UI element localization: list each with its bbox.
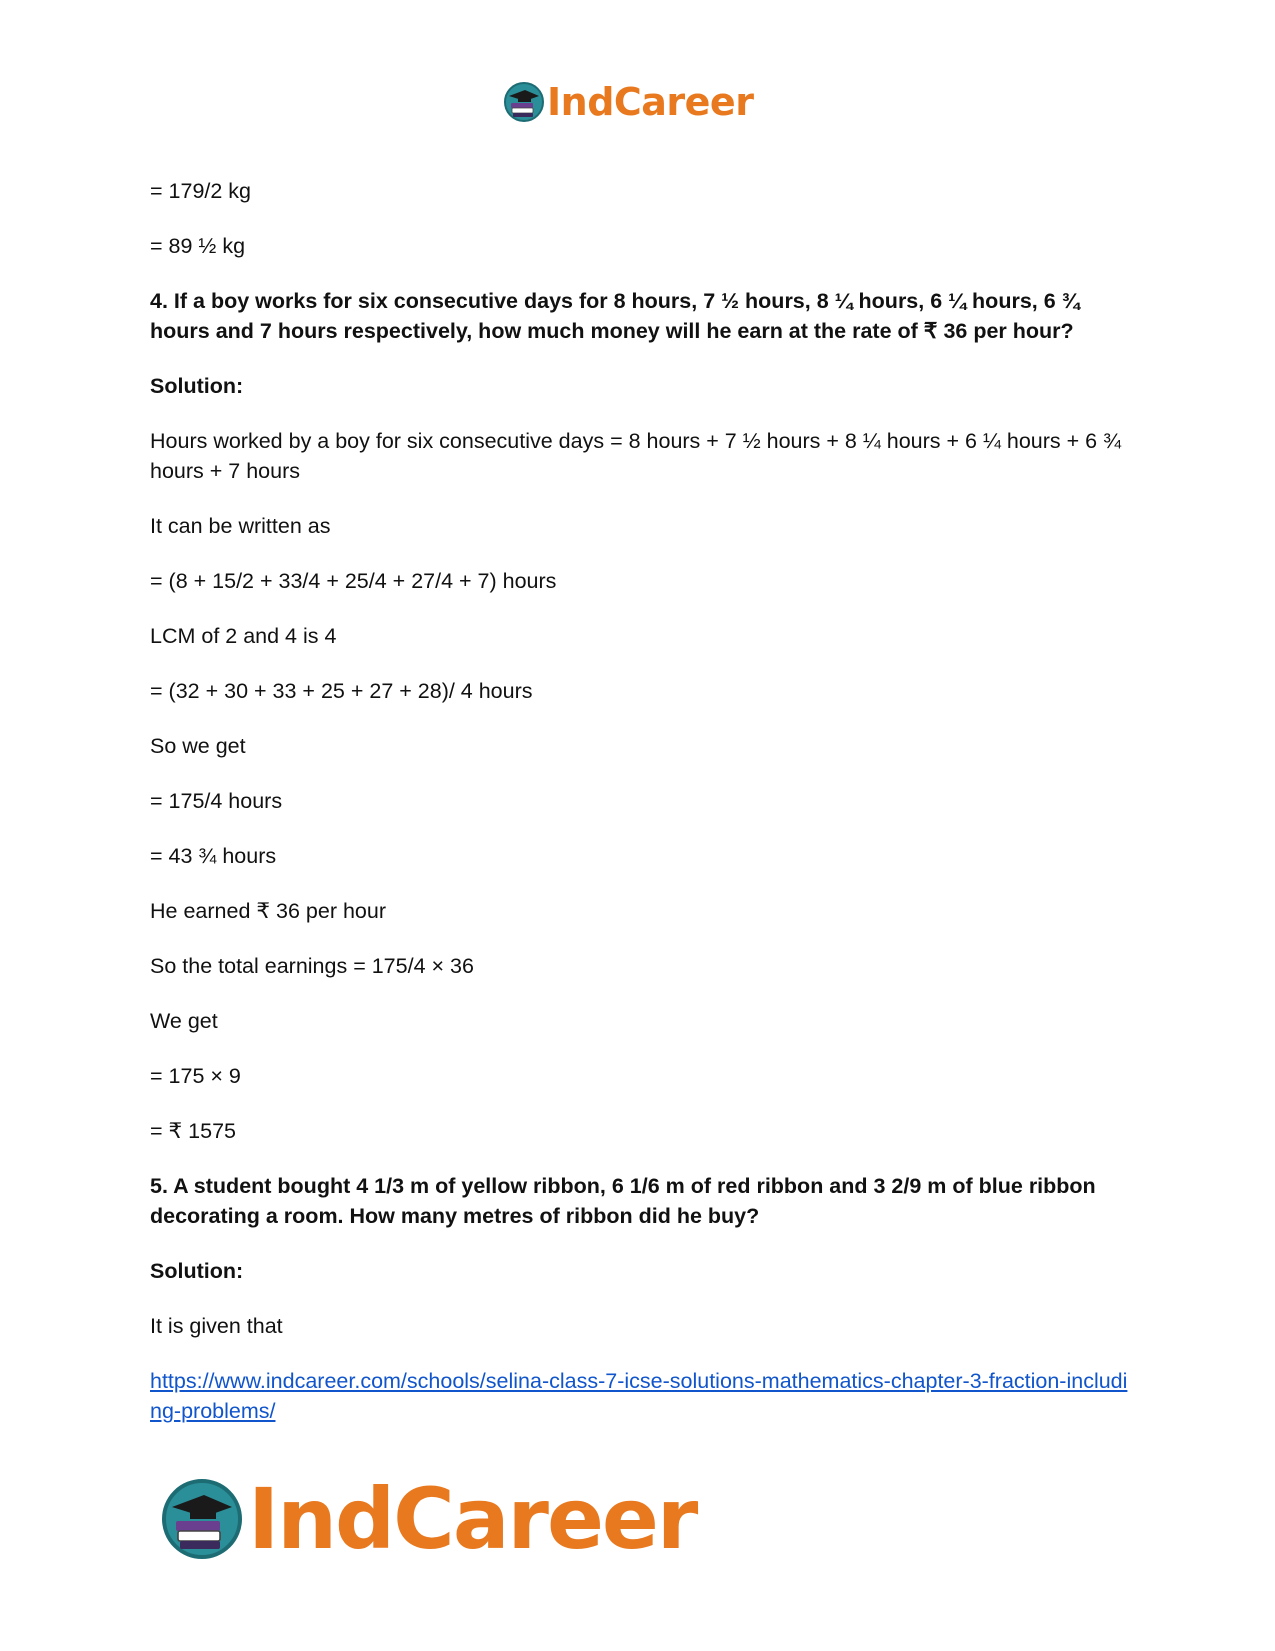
- text-line: LCM of 2 and 4 is 4: [150, 624, 337, 648]
- footer-logo: [160, 1470, 696, 1568]
- graduation-cap-books-globe-icon: [503, 81, 545, 123]
- text-line: = 89 ½ kg: [150, 234, 246, 258]
- text-line: So the total earnings = 175/4 × 36: [150, 954, 474, 978]
- question-5: 5. A student bought 4 1/3 m of yellow ribbon, 6 1/6 m of red ribbon and 3 2/9 m of blue ribbon decorating a room. How many metres of ribbon did he buy?: [150, 1174, 1096, 1228]
- solution-heading: Solution:: [150, 1259, 244, 1283]
- text-line: = (8 + 15/2 + 33/4 + 25/4 + 27/4 + 7) hours: [150, 569, 557, 593]
- text-line: It is given that: [150, 1314, 283, 1338]
- graduation-cap-books-globe-icon: [160, 1477, 244, 1561]
- text-line: So we get: [150, 734, 246, 758]
- text-line: It can be written as: [150, 514, 331, 538]
- logo-text: IndCareer: [248, 1470, 697, 1568]
- text-line: = 179/2 kg: [150, 179, 252, 203]
- text-line: = (32 + 30 + 33 + 25 + 27 + 28)/ 4 hours: [150, 679, 533, 703]
- text-line: = ₹ 1575: [150, 1119, 237, 1143]
- source-link[interactable]: https://www.indcareer.com/schools/selina-class-7-icse-solutions-mathematics-chapter-3-fraction-including-problems/: [150, 1369, 1128, 1423]
- document-body: [150, 176, 1130, 1451]
- text-line: We get: [150, 1009, 218, 1033]
- text-line: Hours worked by a boy for six consecutive days = 8 hours + 7 ½ hours + 8 ¼ hours + 6 ¼ hours + 6 ¾ hours + 7 hours: [150, 429, 1122, 483]
- text-line: = 43 ¾ hours: [150, 844, 277, 868]
- text-line: = 175/4 hours: [150, 789, 283, 813]
- text-line: He earned ₹ 36 per hour: [150, 899, 386, 923]
- text-line: = 175 × 9: [150, 1064, 241, 1088]
- source-link-paragraph: [150, 1366, 1130, 1426]
- solution-heading: Solution:: [150, 374, 244, 398]
- header-logo: [503, 80, 753, 124]
- logo-text: IndCareer: [547, 80, 754, 124]
- question-4: 4. If a boy works for six consecutive days for 8 hours, 7 ½ hours, 8 ¼ hours, 6 ¼ hours, 6 ¾ hours and 7 hours respectively, how much money will he earn at the rate of ₹ 36 per hour?: [150, 289, 1080, 343]
